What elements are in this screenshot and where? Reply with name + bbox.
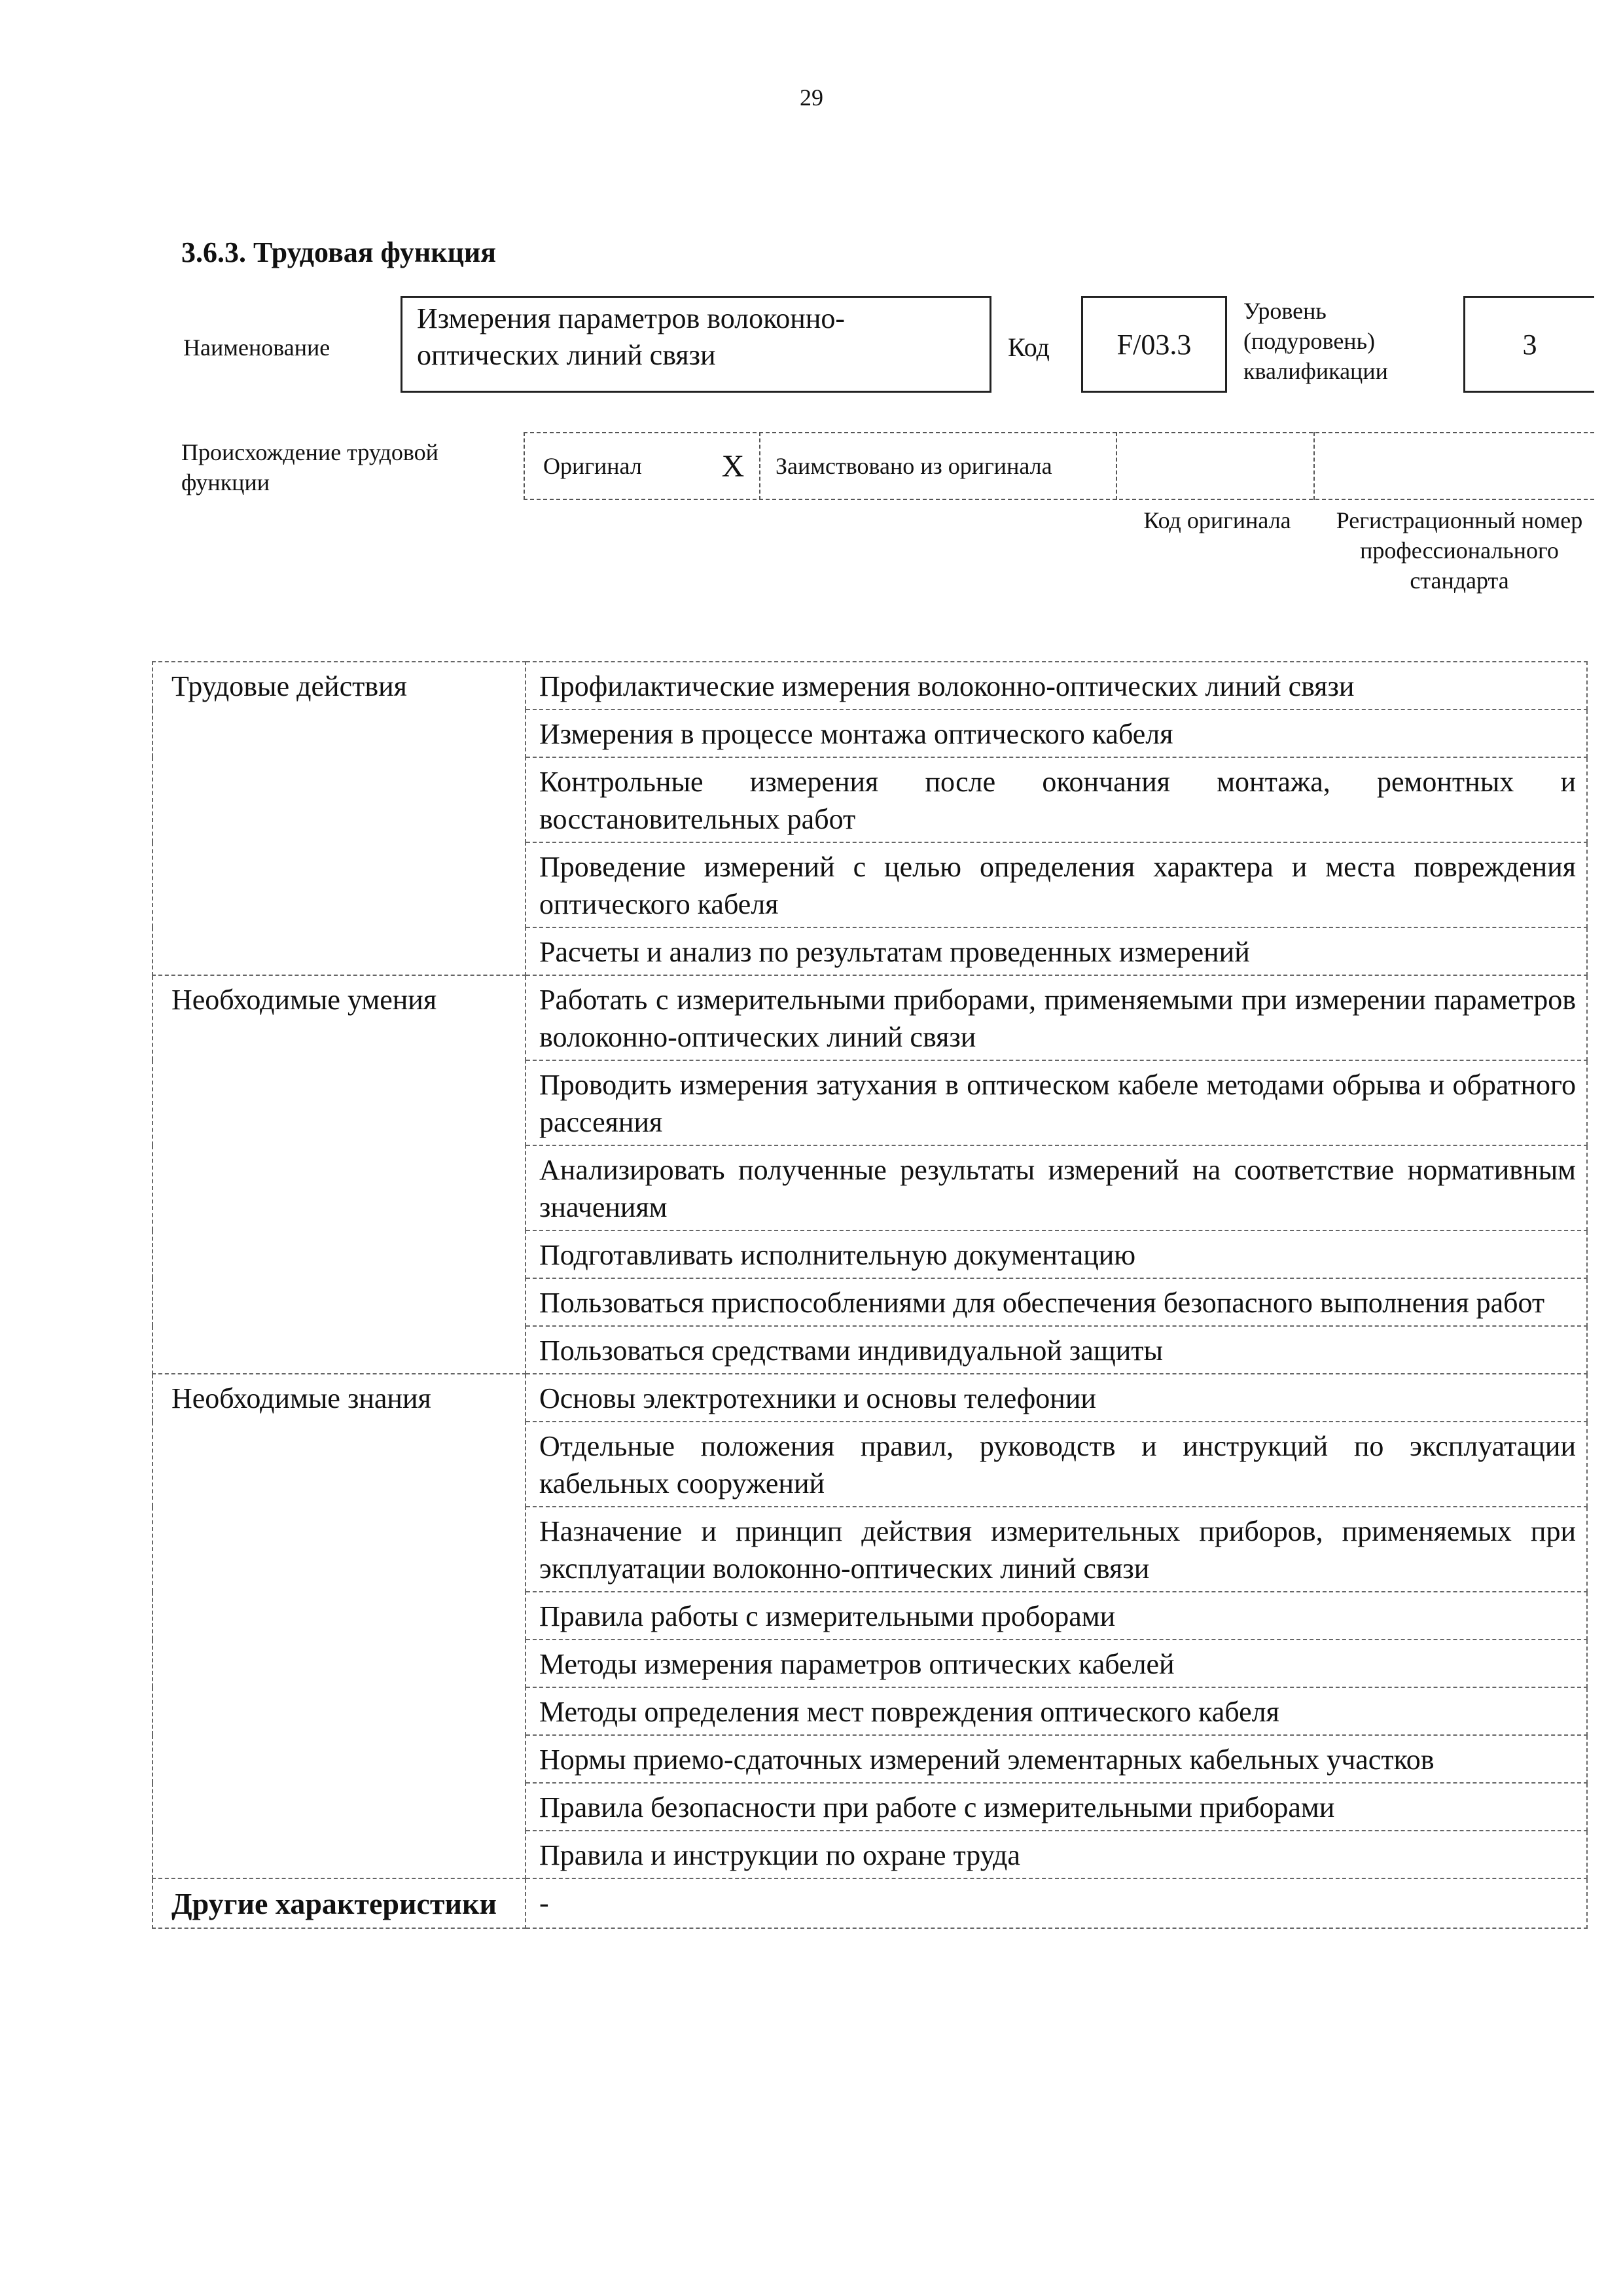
skill-item: Подготавливать исполнительную документацию	[526, 1230, 1587, 1278]
name-value: Измерения параметров волоконно-оптических линий связи	[401, 296, 991, 393]
skill-item: Пользоваться средствами индивидуальной защиты	[526, 1326, 1587, 1374]
level-label: Уровень (подуровень) квалификации	[1243, 298, 1388, 384]
table-row	[152, 1878, 1587, 1928]
knowledge-item: Методы определения мест повреждения оптического кабеля	[526, 1687, 1587, 1735]
section-title: 3.6.3. Трудовая функция	[181, 236, 497, 268]
knowledge-label: Необходимые знания	[152, 1374, 526, 1878]
code-value: F/03.3	[1081, 296, 1227, 393]
knowledge-item: Отдельные положения правил, руководств и инструкций по эксплуатации кабельных сооружений	[526, 1422, 1587, 1507]
skill-item: Проводить измерения затухания в оптическом кабеле методами обрыва и обратного рассеяния	[526, 1060, 1587, 1145]
skill-item: Анализировать полученные результаты измерений на соответствие нормативным значениям	[526, 1145, 1587, 1230]
knowledge-item: Правила безопасности при работе с измерительными приборами	[526, 1783, 1587, 1831]
knowledge-item: Правила работы с измерительными проборами	[526, 1592, 1587, 1640]
table-row	[152, 1374, 1587, 1422]
skill-item: Пользоваться приспособлениями для обеспечения безопасного выполнения работ	[526, 1278, 1587, 1326]
original-label: Оригинал	[543, 453, 642, 479]
level-value: 3	[1463, 296, 1594, 393]
original-mark: X	[721, 448, 745, 484]
name-label: Наименование	[183, 334, 330, 361]
knowledge-item: Нормы приемо-сдаточных измерений элементарных кабельных участков	[526, 1735, 1587, 1783]
knowledge-item: Методы измерения параметров оптических кабелей	[526, 1640, 1587, 1687]
knowledge-item: Правила и инструкции по охране труда	[526, 1831, 1587, 1878]
knowledge-item: Назначение и принцип действия измерительных приборов, применяемых при эксплуатации волоконно-оптических линий связи	[526, 1507, 1587, 1592]
skills-label: Необходимые умения	[152, 975, 526, 1374]
reg-number-cell	[1315, 432, 1593, 500]
origin-divider	[759, 432, 760, 500]
labor-actions-label: Трудовые действия	[152, 662, 526, 975]
code-label: Код	[1008, 332, 1050, 362]
labor-action-item: Проведение измерений с целью определения характера и места повреждения оптического кабеля	[526, 842, 1587, 927]
borrowed-label: Заимствовано из оригинала	[776, 453, 1052, 479]
other-characteristics-label: Другие характеристики	[152, 1878, 526, 1928]
knowledge-item: Основы электротехники и основы телефонии	[526, 1374, 1587, 1422]
code-original-caption: Код оригинала	[1143, 507, 1291, 533]
labor-action-item: Измерения в процессе монтажа оптического кабеля	[526, 709, 1587, 757]
reg-number-caption: Регистрационный номер профессионального стандарта	[1336, 507, 1583, 594]
page-number: 29	[800, 84, 823, 111]
labor-action-item: Профилактические измерения волоконно-оптических линий связи	[526, 662, 1587, 709]
labor-function-table	[152, 661, 1588, 1929]
origin-label: Происхождение трудовой функции	[181, 439, 438, 495]
table-row	[152, 662, 1587, 709]
labor-action-item: Расчеты и анализ по результатам проведенных измерений	[526, 927, 1587, 975]
table-row	[152, 975, 1587, 1060]
other-characteristics-value: -	[526, 1878, 1587, 1928]
skill-item: Работать с измерительными приборами, применяемыми при измерении параметров волоконно-оптических линий связи	[526, 975, 1587, 1060]
labor-action-item: Контрольные измерения после окончания монтажа, ремонтных и восстановительных работ	[526, 757, 1587, 842]
code-original-cell	[1117, 432, 1313, 500]
